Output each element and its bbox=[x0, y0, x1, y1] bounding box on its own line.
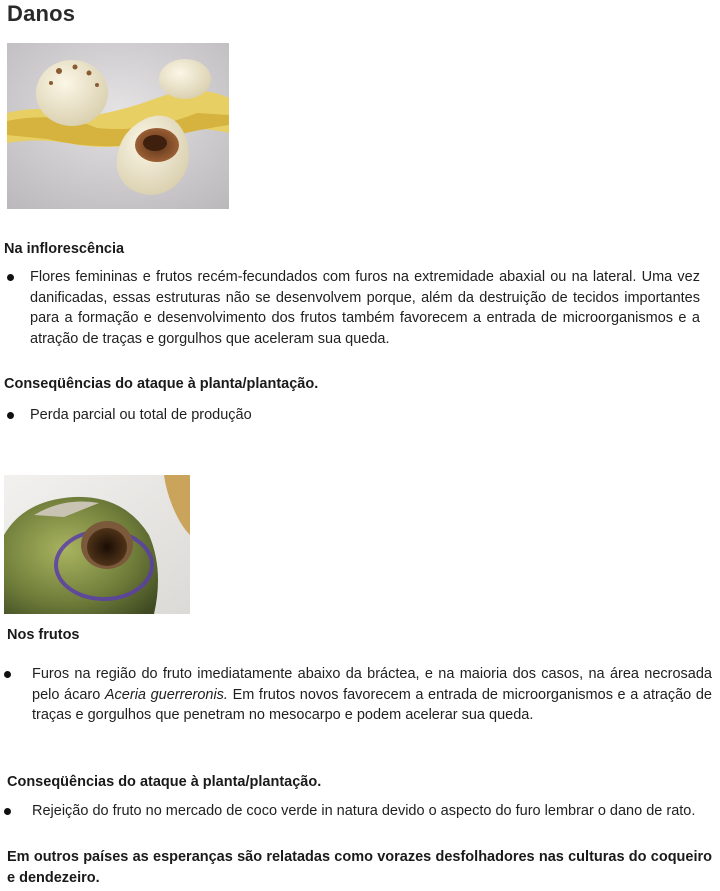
bullet-dot bbox=[4, 808, 11, 815]
list-item-consequences-2 bbox=[0, 801, 720, 843]
photo-damaged-flowers-illustration bbox=[7, 43, 229, 209]
bullet-dot bbox=[7, 274, 14, 281]
heading-consequences-1: Conseqüências do ataque à planta/plantação. bbox=[4, 376, 319, 392]
closing-note: Em outros países as esperanças são relatadas como vorazes desfolhadores nas culturas do coqueiro e dendezeiro. bbox=[7, 849, 712, 886]
bullet-text: Flores femininas e frutos recém-fecundados com furos na extremidade abaxial ou na lateral. Uma vez danificadas, essas estruturas não se desenvolvem porque, além da destruição de tecidos importantes para a formação e desenvolvimento dos frutos também favorecem a entrada de microorganismos e a atração de traças e gorgulhos que aceleram sua queda. bbox=[30, 269, 700, 347]
list-item-consequences-1 bbox=[0, 405, 720, 427]
bullet-text bbox=[32, 664, 712, 726]
bullet-dot bbox=[7, 412, 14, 419]
heading-fruits: Nos frutos bbox=[7, 627, 80, 643]
bullet-dot bbox=[4, 671, 11, 678]
list-item-inflorescence bbox=[0, 267, 720, 351]
fruits-text-part1: Furos na região do fruto imediatamente abaixo da bráctea, e na maioria dos casos, na área necrosada pelo ácaro bbox=[32, 666, 712, 703]
fruits-text-part2: Em frutos novos favorecem a entrada de microorganismos e a atração de traças e gorgulhos que penetram no mesocarpo e podem acelerar sua queda. bbox=[32, 686, 712, 723]
heading-consequences-2: Conseqüências do ataque à planta/plantação. bbox=[7, 774, 322, 790]
photo-damaged-coconut bbox=[4, 475, 190, 614]
bullet-text: Rejeição do fruto no mercado de coco verde in natura devido o aspecto do furo lembrar o dano de rato. bbox=[32, 803, 696, 819]
page-title: Danos bbox=[7, 1, 76, 26]
bullet-text: Perda parcial ou total de produção bbox=[30, 407, 252, 423]
species-name: Aceria guerreronis. bbox=[104, 686, 228, 703]
photo-damaged-flowers bbox=[7, 43, 229, 209]
photo-damaged-coconut-illustration bbox=[4, 475, 190, 614]
list-item-fruits bbox=[0, 664, 720, 748]
heading-inflorescence: Na inflorescência bbox=[4, 241, 125, 257]
